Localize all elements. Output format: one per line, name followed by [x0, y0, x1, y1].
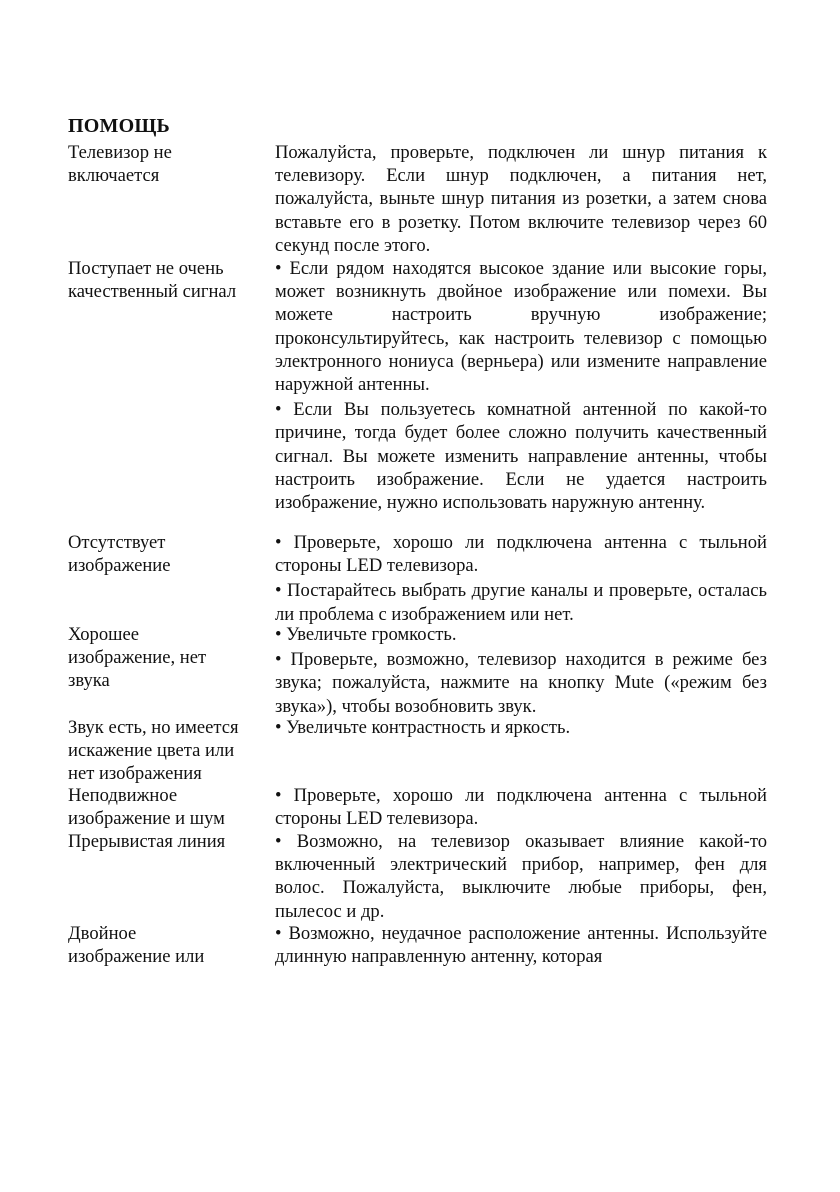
- symptom-cell: [68, 716, 264, 786]
- symptom-cell: [68, 531, 264, 577]
- remedy-cell: [275, 784, 767, 830]
- symptom-line: Поступает не очень: [68, 258, 224, 279]
- remedy-cell: [275, 141, 767, 257]
- symptom-line: качественный сигнал: [68, 281, 237, 303]
- symptom-line: Прерывистая линия: [68, 831, 226, 852]
- symptom-line: Отсутствует: [68, 532, 166, 553]
- symptom-line: нет изображения: [68, 763, 202, 785]
- remedy-paragraph: • Если Вы пользуетесь комнатной антенной по какой-то причине, тогда будет более сложно получить качественный сигнал. Вы можете изменить направление антенны, чтобы настроить изображение. Если не удается настроить изображение, нужно использовать наружную антенну.: [275, 399, 767, 514]
- symptom-cell: [68, 784, 264, 830]
- symptom-line: изображение и шум: [68, 808, 225, 830]
- remedy-paragraph: • Увеличьте контрастность и яркость.: [275, 717, 571, 738]
- symptom-line: изображение: [68, 555, 171, 577]
- symptom-line: изображение, нет: [68, 647, 207, 669]
- symptom-line: искажение цвета или: [68, 740, 235, 762]
- symptom-line: Звук есть, но имеется: [68, 717, 239, 738]
- symptom-line: изображение или: [68, 946, 205, 968]
- symptom-cell: [68, 141, 264, 187]
- symptom-cell: [68, 830, 264, 853]
- symptom-cell: [68, 922, 264, 968]
- remedy-paragraph: • Если рядом находятся высокое здание или высокие горы, может возникнуть двойное изображение или помехи. Вы можете настроить вручную изображение; проконсультируйтесь, как настроить телевизор с помощью электронного нониуса (верньера) или измените направление наружной антенны.: [275, 258, 767, 396]
- symptom-cell: [68, 623, 264, 693]
- remedy-cell: [275, 922, 767, 968]
- remedy-cell: [275, 716, 767, 739]
- remedy-cell: [275, 623, 767, 718]
- remedy-paragraph: • Увеличьте громкость.: [275, 624, 457, 645]
- symptom-line: включается: [68, 165, 160, 187]
- symptom-line: звука: [68, 670, 110, 692]
- symptom-line: Хорошее: [68, 624, 139, 645]
- remedy-paragraph: • Постарайтесь выбрать другие каналы и проверьте, осталась ли проблема с изображением или нет.: [275, 580, 767, 625]
- symptom-line: Телевизор не: [68, 142, 172, 163]
- remedy-paragraph: • Проверьте, хорошо ли подключена антенна с тыльной стороны LED телевизора.: [275, 785, 767, 830]
- page-title: ПОМОЩЬ: [68, 115, 170, 137]
- remedy-paragraph: • Проверьте, хорошо ли подключена антенна с тыльной стороны LED телевизора.: [275, 532, 767, 577]
- remedy-cell: [275, 531, 767, 626]
- remedy-paragraph: • Возможно, на телевизор оказывает влияние какой-то включенный электрический прибор, например, фен для волос. Пожалуйста, выключите любые приборы, фен, пылесос и др.: [275, 831, 767, 922]
- symptom-line: Неподвижное: [68, 785, 178, 806]
- remedy-paragraph: Пожалуйста, проверьте, подключен ли шнур питания к телевизору. Если шнур подключен, а питания нет, пожалуйста, выньте шнур питания из розетки, а затем снова вставьте его в розетку. Потом включите телевизор через 60 секунд после этого.: [275, 142, 767, 256]
- remedy-paragraph: • Возможно, неудачное расположение антенны. Используйте длинную направленную антенну, которая: [275, 923, 767, 968]
- symptom-cell: [68, 257, 264, 303]
- remedy-paragraph: • Проверьте, возможно, телевизор находится в режиме без звука; пожалуйста, нажмите на кнопку Mute («режим без звука»), чтобы возобновить звук.: [275, 649, 767, 717]
- remedy-cell: [275, 257, 767, 514]
- symptom-line: Двойное: [68, 923, 137, 944]
- remedy-cell: [275, 830, 767, 923]
